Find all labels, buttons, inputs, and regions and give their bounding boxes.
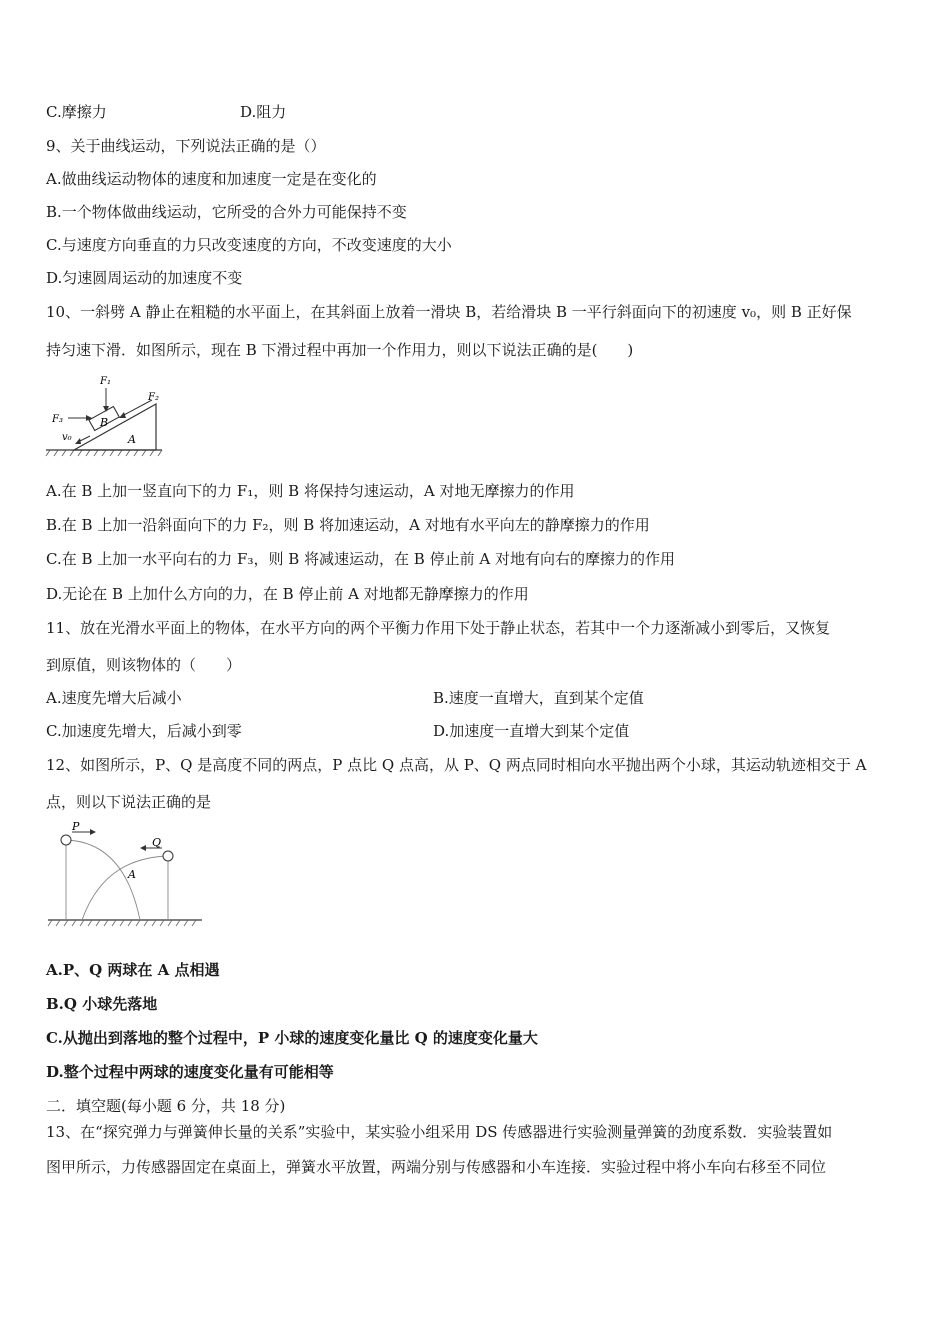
q12-stem-line2: 点，则以下说法正确的是 — [46, 793, 212, 811]
q10-label-f1: F₁ — [100, 376, 111, 387]
q9-option-c: C.与速度方向垂直的力只改变速度的方向，不改变速度的大小 — [46, 236, 452, 254]
q12-label-p: P — [72, 820, 80, 833]
q13-line2: 图甲所示，力传感器固定在桌面上，弹簧水平放置，两端分别与传感器和小车连接．实验过程中将小车向右移至不同位 — [46, 1158, 827, 1176]
q10-label-a: A — [128, 433, 136, 446]
q11-stem-line1: 11、放在光滑水平面上的物体，在水平方向的两个平衡力作用下处于静止状态，若其中一个力逐渐减小到零后，又恢复 — [46, 619, 831, 637]
q10-stem-line1: 10、一斜劈 A 静止在粗糙的水平面上，在其斜面上放着一滑块 B，若给滑块 B 一平行斜面向下的初速度 v₀，则 B 正好保 — [46, 303, 852, 321]
q13-line1: 13、在“探究弹力与弹簧伸长量的关系”实验中，某实验小组采用 DS 传感器进行实验测量弹簧的劲度系数．实验装置如 — [46, 1123, 833, 1141]
q8-option-c: C.摩擦力 — [46, 103, 107, 121]
q9-stem: 9、关于曲线运动，下列说法正确的是（） — [46, 137, 326, 155]
q12-option-a: A.P、Q 两球在 A 点相遇 — [46, 961, 220, 979]
q12-option-b: B.Q 小球先落地 — [46, 995, 158, 1013]
q11-option-c: C.加速度先增大，后减小到零 — [46, 722, 242, 740]
q10-label-f2: F₂ — [148, 392, 159, 403]
q10-option-b: B.在 B 上加一沿斜面向下的力 F₂，则 B 将加速运动，A 对地有水平向左的静摩擦力的作用 — [46, 516, 650, 534]
q8-option-d: D.阻力 — [240, 103, 287, 121]
q12-projectile-figure — [44, 820, 204, 932]
q12-label-a: A — [128, 868, 136, 881]
q12-stem-line1: 12、如图所示，P、Q 是高度不同的两点，P 点比 Q 点高，从 P、Q 两点同时相向水平抛出两个小球，其运动轨迹相交于 A — [46, 756, 867, 774]
q10-option-c: C.在 B 上加一水平向右的力 F₃，则 B 将减速运动，在 B 停止前 A 对地有向右的摩擦力的作用 — [46, 550, 675, 568]
q10-label-v0: v₀ — [62, 432, 72, 443]
q10-option-d: D.无论在 B 上加什么方向的力，在 B 停止前 A 对地都无静摩擦力的作用 — [46, 585, 529, 603]
q12-option-d: D.整个过程中两球的速度变化量有可能相等 — [46, 1063, 334, 1081]
q10-stem-line2: 持匀速下滑．如图所示，现在 B 下滑过程中再加一个作用力，则以下说法正确的是( ) — [46, 341, 634, 359]
q12-option-c: C.从抛出到落地的整个过程中，P 小球的速度变化量比 Q 的速度变化量大 — [46, 1029, 538, 1047]
q10-option-a: A.在 B 上加一竖直向下的力 F₁，则 B 将保持匀速运动，A 对地无摩擦力的作用 — [46, 482, 575, 500]
q11-option-d: D.加速度一直增大到某个定值 — [433, 722, 630, 740]
section-2-title: 二．填空题(每小题 6 分，共 18 分) — [46, 1097, 286, 1115]
q11-stem-line2: 到原值，则该物体的（ ） — [46, 656, 242, 674]
q11-option-a: A.速度先增大后减小 — [46, 689, 182, 707]
q10-label-f3: F₃ — [52, 414, 63, 425]
q10-incline-figure — [44, 370, 174, 460]
q11-option-b: B.速度一直增大，直到某个定值 — [433, 689, 644, 707]
q12-label-q: Q — [152, 836, 162, 849]
q9-option-b: B.一个物体做曲线运动，它所受的合外力可能保持不变 — [46, 203, 407, 221]
q9-option-a: A.做曲线运动物体的速度和加速度一定是在变化的 — [46, 170, 377, 188]
q10-label-b: B — [100, 416, 109, 429]
q9-option-d: D.匀速圆周运动的加速度不变 — [46, 269, 243, 287]
